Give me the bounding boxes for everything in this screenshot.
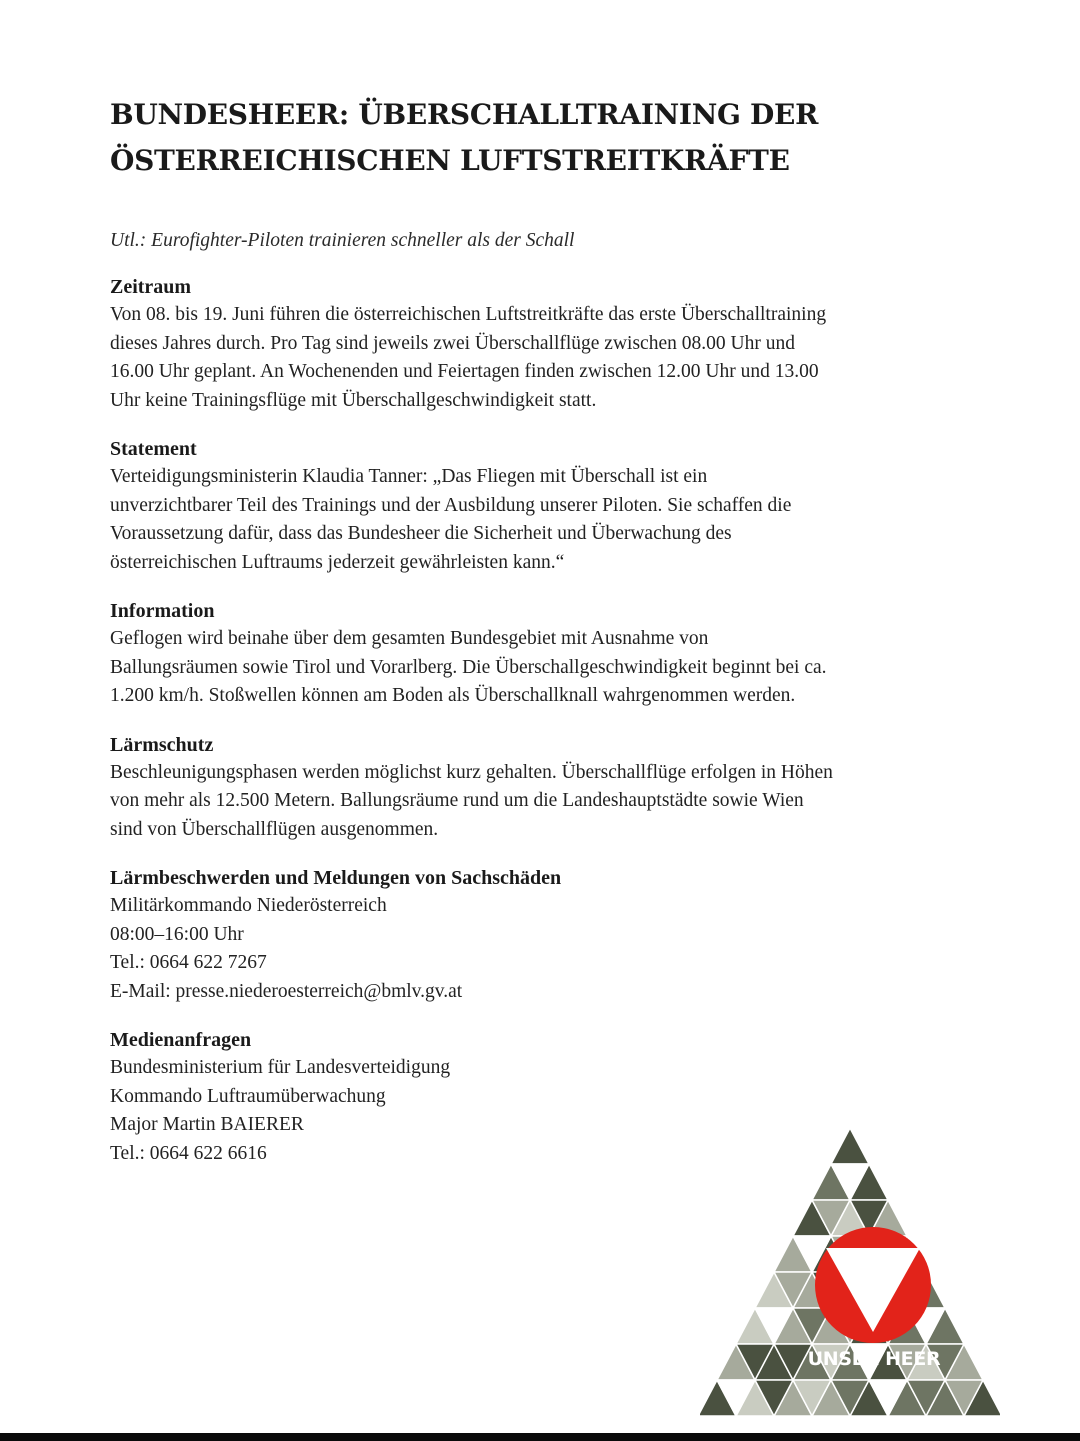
contact-ministry: Bundesministerium für Landesverteidigung <box>110 1057 451 1078</box>
bottom-edge-bar <box>0 1433 1080 1441</box>
text-line: 16.00 Uhr geplant. An Wochenenden und Feiertagen finden zwischen 12.00 Uhr und 13.00 <box>110 361 819 382</box>
section-statement <box>110 435 960 577</box>
logo-text: UNSER HEER <box>807 1348 941 1370</box>
text-line: Beschleunigungsphasen werden möglichst kurz gehalten. Überschallflüge erfolgen in Höhen <box>110 761 833 783</box>
section-information <box>110 597 960 711</box>
text-line: Uhr keine Trainingsflüge mit Überschallgeschwindigkeit statt. <box>110 389 597 411</box>
text-line: unverzichtbarer Teil des Trainings und der Ausbildung unserer Piloten. Sie schaffen die <box>110 494 792 516</box>
contact-email: E-Mail: presse.niederoesterreich@bmlv.gv.at <box>110 980 463 1002</box>
text-line: 1.200 km/h. Stoßwellen können am Boden als Überschallknall wahrgenommen werden. <box>110 685 796 706</box>
section-text <box>110 463 960 577</box>
contact-hours: 08:00–16:00 Uhr <box>110 923 244 945</box>
contact-phone: Tel.: 0664 622 7267 <box>110 952 267 973</box>
section-text <box>110 759 960 845</box>
section-heading: Statement <box>110 438 197 460</box>
section-heading: Information <box>110 600 215 622</box>
text-line: Verteidigungsministerin Klaudia Tanner: „Das Fliegen mit Überschall ist ein <box>110 466 708 487</box>
logo-graphic <box>700 1120 1000 1425</box>
text-line: Geflogen wird beinahe über dem gesamten Bundesgebiet mit Ausnahme von <box>110 628 709 649</box>
section-text <box>110 625 960 711</box>
unser-heer-logo-icon <box>700 1120 1000 1425</box>
text-line: dieses Jahres durch. Pro Tag sind jeweils zwei Überschallflüge zwischen 08.00 Uhr und <box>110 332 795 354</box>
contact-unit: Kommando Luftraumüberwachung <box>110 1085 386 1107</box>
page-title: BUNDESHEER: ÜBERSCHALLTRAINING DER ÖSTERREICHISCHEN LUFTSTREITKRÄFTE <box>110 98 819 177</box>
text-line: österreichischen Luftraums jederzeit gewährleisten kann.“ <box>110 551 565 573</box>
press-release <box>110 92 960 1168</box>
section-text <box>110 301 960 415</box>
text-line: Voraussetzung dafür, dass das Bundesheer die Sicherheit und Überwachung des <box>110 523 732 544</box>
text-line: sind von Überschallflügen ausgenommen. <box>110 818 439 840</box>
section-heading: Lärmschutz <box>110 733 214 756</box>
section-laermschutz <box>110 731 960 845</box>
contact-organization: Militärkommando Niederösterreich <box>110 895 387 916</box>
logo-triangle <box>831 1128 869 1164</box>
text-line: von mehr als 12.500 Metern. Ballungsräume rund um die Landeshauptstädte sowie Wien <box>110 790 804 811</box>
contact-person: Major Martin BAIERER <box>110 1114 304 1135</box>
section-beschwerden <box>110 864 960 1006</box>
text-line: Ballungsräumen sowie Tirol und Vorarlberg. Die Überschallgeschwindigkeit beginnt bei ca. <box>110 656 827 678</box>
section-heading: Zeitraum <box>110 276 192 298</box>
subtitle: Utl.: Eurofighter-Piloten trainieren schneller als der Schall <box>110 230 575 251</box>
section-heading: Lärmbeschwerden und Meldungen von Sachschäden <box>110 867 562 889</box>
contact-phone: Tel.: 0664 622 6616 <box>110 1142 267 1164</box>
section-zeitraum <box>110 273 960 415</box>
section-heading: Medienanfragen <box>110 1029 252 1051</box>
contact-block <box>110 892 960 1006</box>
text-line: Von 08. bis 19. Juni führen die österreichischen Luftstreitkräfte das erste Überschalltraining <box>110 304 827 325</box>
